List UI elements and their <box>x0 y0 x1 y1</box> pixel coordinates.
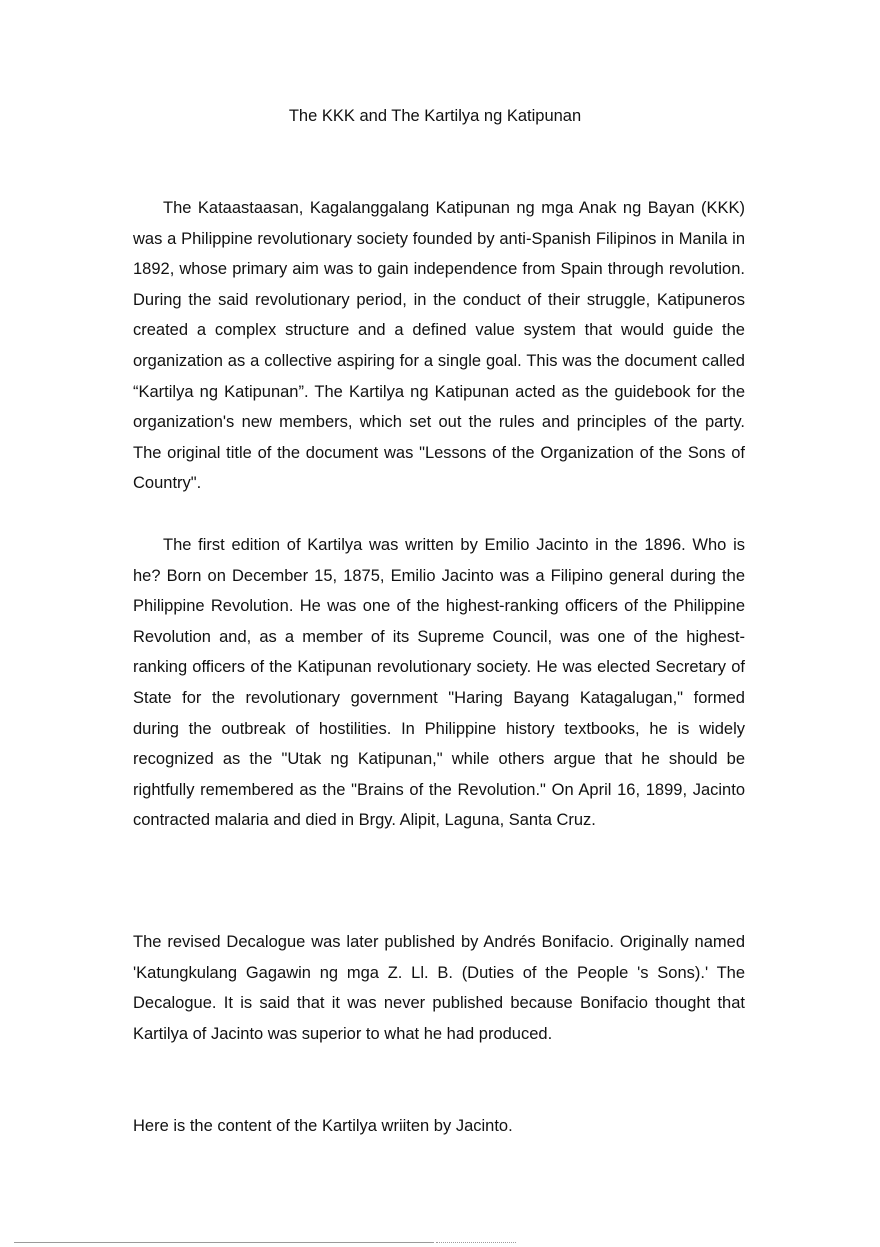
paragraph-kartilya-content-intro: Here is the content of the Kartilya wriiten by Jacinto. <box>133 1117 513 1135</box>
footer-divider-dotted <box>436 1242 516 1243</box>
document-title: The KKK and The Kartilya ng Katipunan <box>288 107 582 125</box>
paragraph-revised-decalogue: The revised Decalogue was later published by Andrés Bonifacio. Originally named 'Katungkulang Gagawin ng mga Z. Ll. B. (Duties of the People 's Sons).' The Decalogue. It is said that it was never published because Bonifacio thought that Kartilya of Jacinto was superior to what he had produced. <box>133 933 745 1043</box>
footer-divider <box>14 1242 434 1243</box>
paragraph-emilio-jacinto: The first edition of Kartilya was written by Emilio Jacinto in the 1896. Who is he? Born on December 15, 1875, Emilio Jacinto was a Filipino general during the Philippine Revolution. He was one of the highest-ranking officers of the Philippine Revolution and, as a member of its Supreme Council, was one of the highest-ranking officers of the Katipunan revolutionary society. He was elected Secretary of State for the revolutionary government "Haring Bayang Katagalugan," formed during the outbreak of hostilities. In Philippine history textbooks, he is widely recognized as the "Utak ng Katipunan," while others argue that he should be rightfully remembered as the "Brains of the Revolution." On April 16, 1899, Jacinto contracted malaria and died in Brgy. Alipit, Laguna, Santa Cruz. <box>133 536 745 830</box>
paragraph-kkk-intro: The Kataastaasan, Kagalanggalang Katipunan ng mga Anak ng Bayan (KKK) was a Philippine revolutionary society founded by anti-Spanish Filipinos in Manila in 1892, whose primary aim was to gain independence from Spain through revolution. During the said revolutionary period, in the conduct of their struggle, Katipuneros created a complex structure and a defined value system that would guide the organization as a collective aspiring for a single goal. This was the document called “Kartilya ng Katipunan”. The Kartilya ng Katipunan acted as the guidebook for the organization's new members, which set out the rules and principles of the party. The original title of the document was "Lessons of the Organization of the Sons of Country". <box>133 199 745 493</box>
